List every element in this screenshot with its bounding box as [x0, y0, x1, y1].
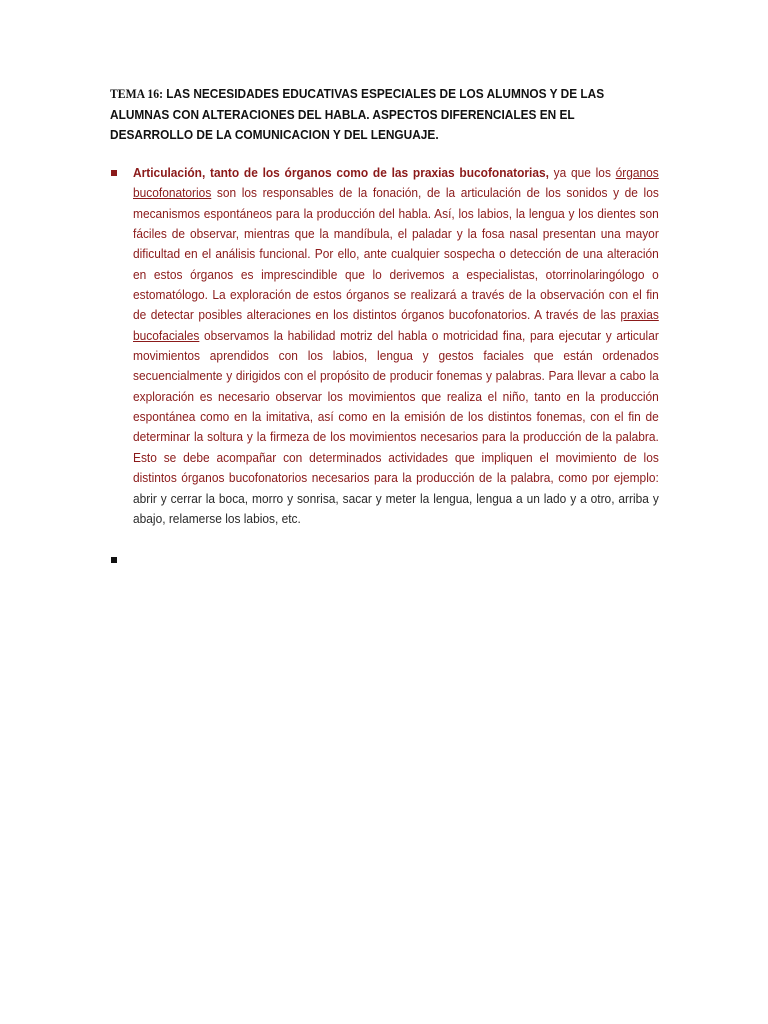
heading-title: LAS NECESIDADES EDUCATIVAS ESPECIALES DE LOS ALUMNOS Y DE LAS ALUMNAS CON ALTERACIONES DEL HABLA. ASPECTOS DIFERENCIALES EN EL DESARROLLO DE LA COMUNICACION Y DEL LENGUAJE. [110, 86, 605, 142]
underlined-term-praxias: praxias bucofaciales [133, 307, 659, 343]
item-text-2: son los responsables de la fonación, de la articulación de los sonidos y de los mecanismos espontáneos para la producción del habla. Así, los labios, la lengua y los dientes son fáciles de observar, mientras que la mandíbula, el paladar y la fosa nasal presentan una mayor dificultad en el análisis funcional. Por ello, ante cualquier sospecha o detección de una alteración en estos órganos es imprescindible que lo derivemos a especialistas, otorrinolaringólogo o estomatólogo. La exploración de estos órganos se realizará a través de la observación con el fin de detectar posibles alteraciones en los distintos órganos bucofonatorios. A través de las [133, 185, 659, 323]
item-text-1: ya que los [548, 165, 616, 180]
list-item-articulacion [133, 163, 659, 529]
heading-prefix: TEMA 16: [110, 86, 163, 101]
item-text-examples: abrir y cerrar la boca, morro y sonrisa, sacar y meter la lengua, lengua a un lado y a otro, arriba y abajo, relamerse los labios, etc. [133, 490, 659, 526]
bullet-marker [111, 170, 117, 176]
empty-bullet-marker [111, 557, 117, 563]
item-lead-text: Articulación, tanto de los órganos como de las praxias bucofonatorias, [133, 165, 549, 180]
underlined-term-organos: órganos bucofonatorios [133, 165, 659, 201]
item-text-3: observamos la habilidad motriz del habla o motricidad fina, para ejecutar y articular movimientos aprendidos con los labios, lengua y gestos faciales que están ordenados secuencialmente y dirigidos con el propósito de producir fonemas y palabras. Para llevar a cabo la exploración es necesario observar los movimientos que realiza el niño, tanto en la producción espontánea como en la imitativa, así como en la emisión de los distintos fonemas, con el fin de determinar la soltura y la firmeza de los movimientos necesarios para la producción de la palabra. Esto se debe acompañar con determinados actividades que impliquen el movimiento de los distintos órganos bucofonatorios necesarios para la producción de la palabra, como por ejemplo: [133, 327, 659, 486]
document-heading [110, 84, 658, 146]
